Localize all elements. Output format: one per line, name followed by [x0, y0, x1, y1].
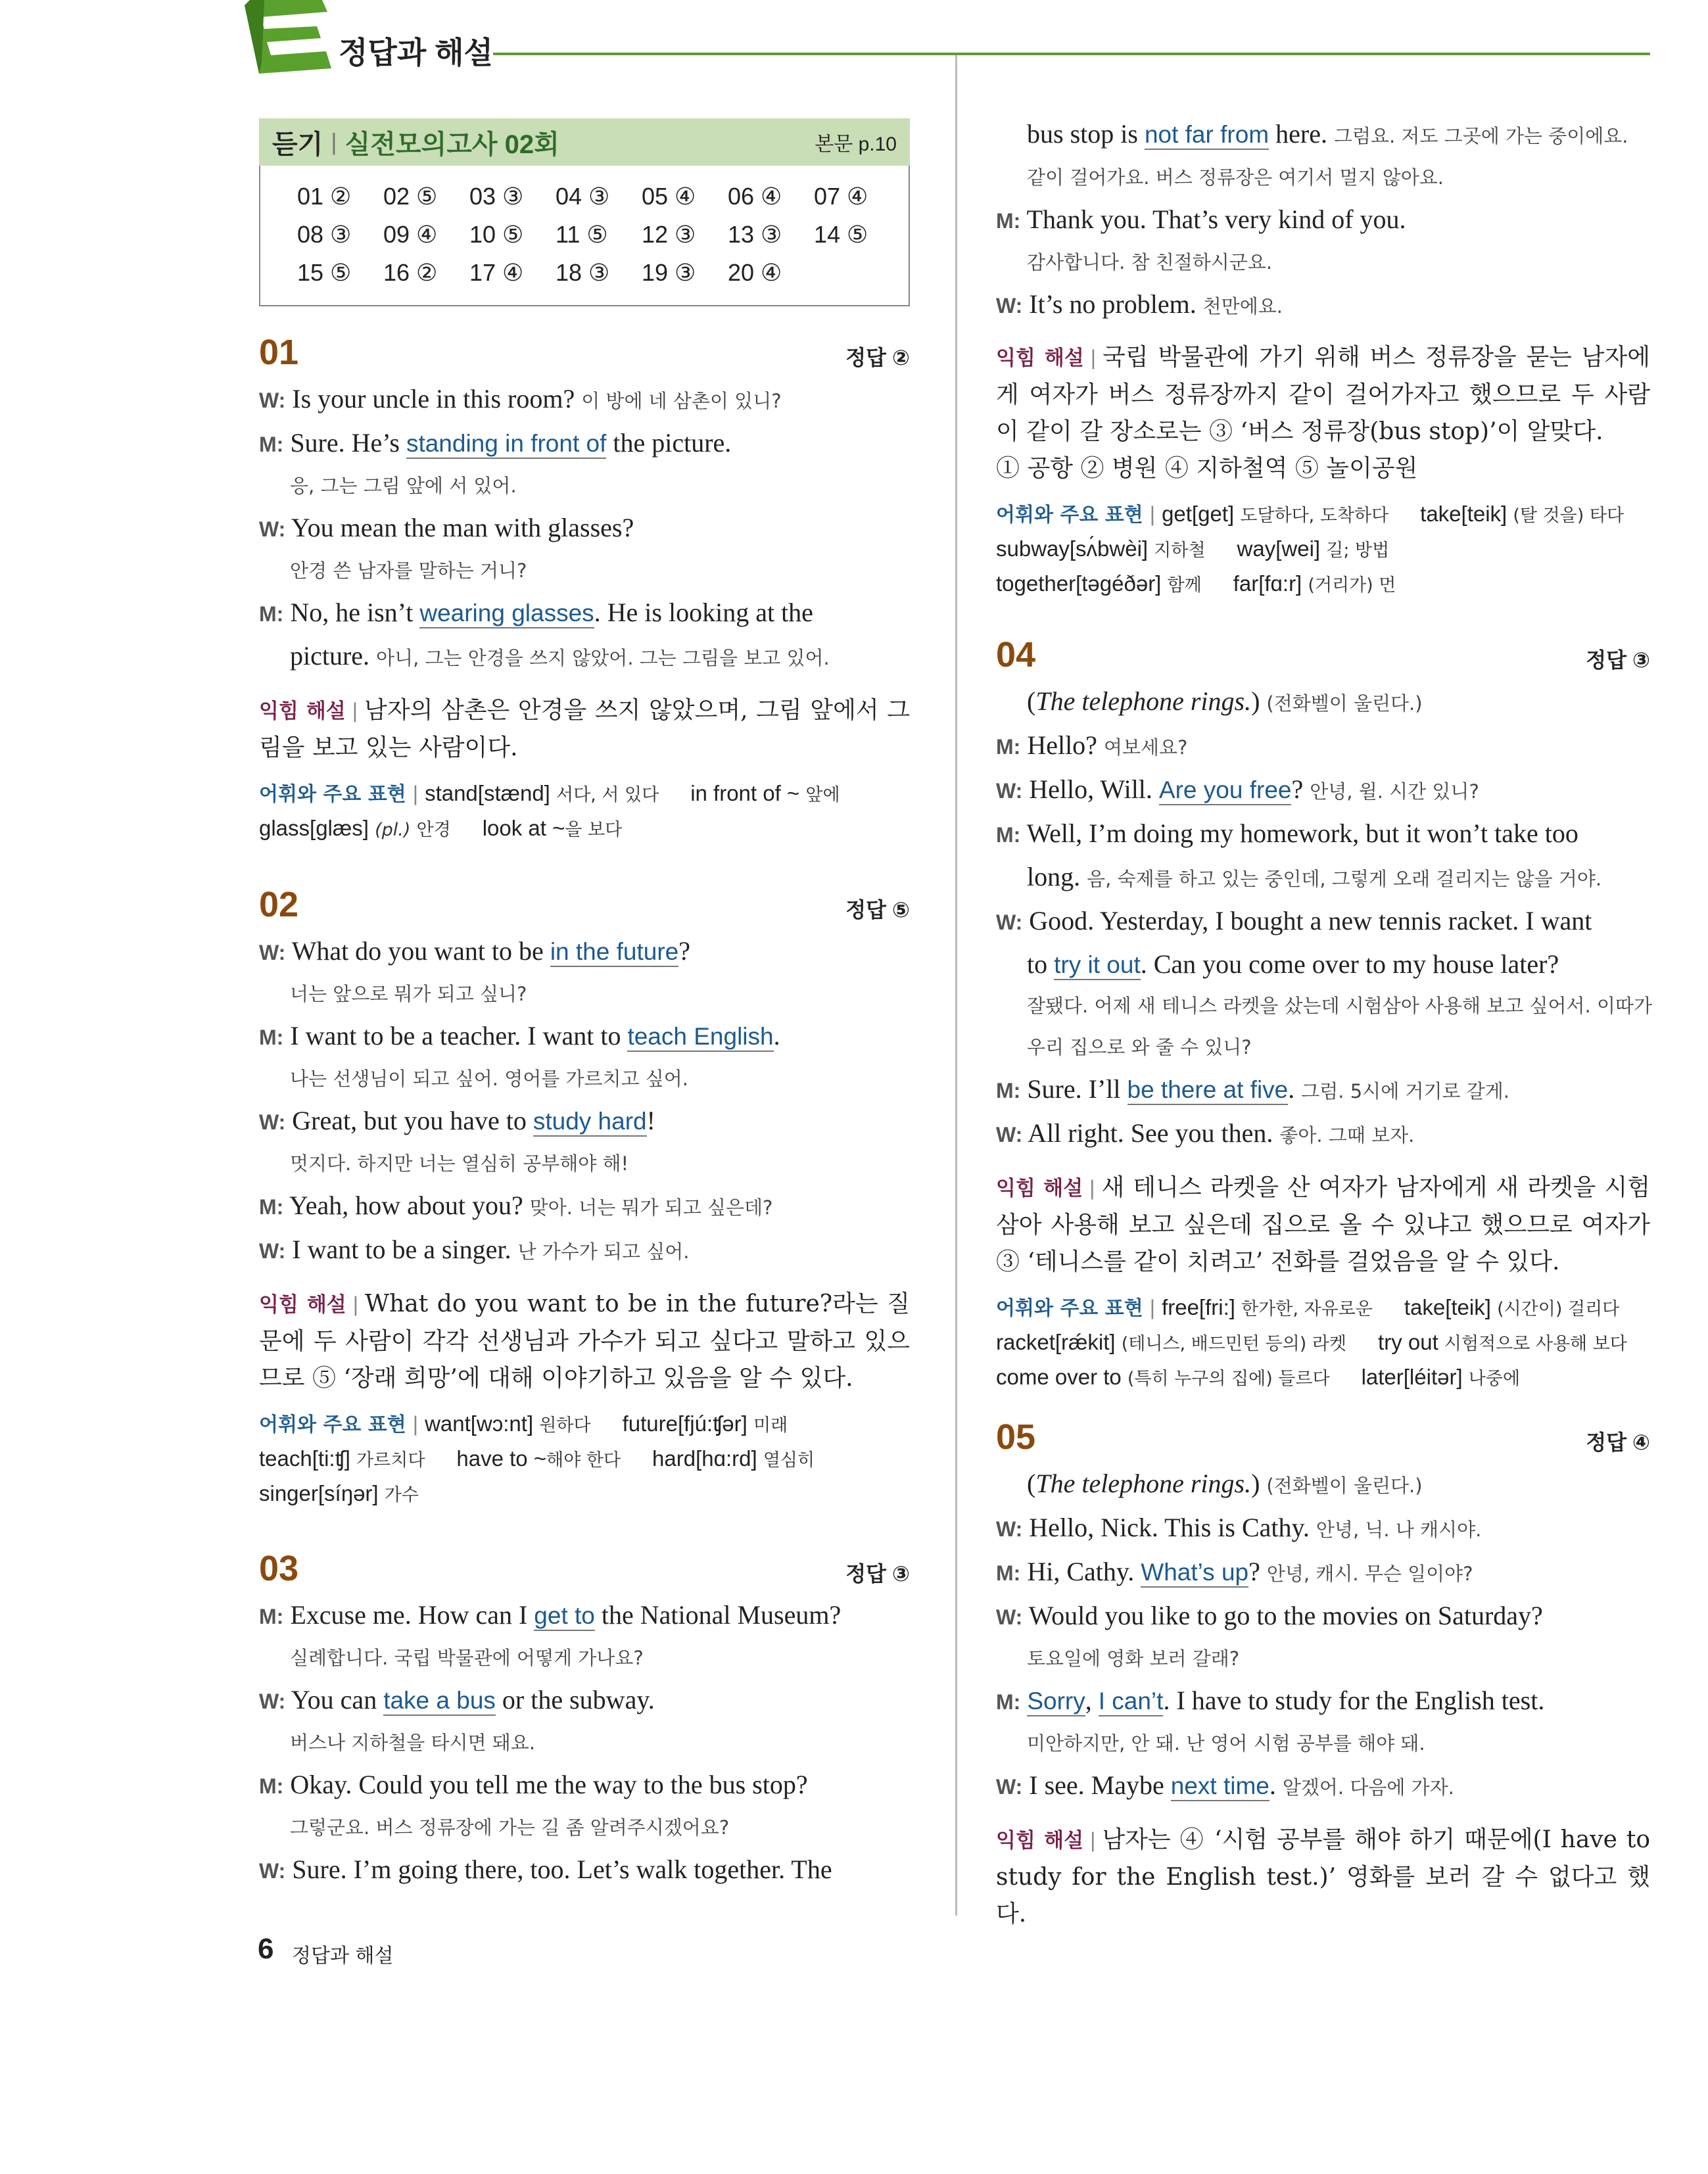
- dialogue-line: [259, 422, 910, 465]
- speaker-label: W:: [996, 910, 1023, 934]
- section-answer: 정답 ④: [1586, 1430, 1650, 1454]
- fill-in-blank: next time: [1171, 1772, 1269, 1801]
- fill-in-blank: Sorry: [1027, 1688, 1085, 1716]
- vocab-word: stand[stænd]: [425, 781, 550, 805]
- dialogue-line: [259, 930, 910, 974]
- answer-cell: 16 ②: [383, 259, 438, 286]
- dialogue-line: (The telephone rings.) (전화벨이 울린다.): [1027, 1469, 1423, 1498]
- dialogue-text: No, he isn’t: [290, 598, 414, 627]
- speaker-label: W:: [996, 294, 1023, 318]
- translation: (전화벨이 울린다.): [1266, 1475, 1423, 1497]
- translation: 알겠어. 다음에 가자.: [1282, 1776, 1454, 1799]
- dialogue-text: All right. See you then.: [1028, 1118, 1273, 1148]
- dialogue-line: [259, 507, 910, 550]
- fill-in-blank: take a bus: [383, 1687, 496, 1716]
- vocab-word: free[fri:]: [1162, 1295, 1235, 1319]
- label-bar: |: [1149, 502, 1156, 526]
- translation: 버스나 지하철을 타시면 돼요.: [290, 1732, 536, 1754]
- dialogue-text: Would you like to go to the movies on Saturday?: [1028, 1601, 1543, 1630]
- answer-cell: 10 ⑤: [469, 221, 524, 248]
- header-title: 정답과 해설: [339, 35, 493, 70]
- dialogue-line: [996, 1551, 1650, 1595]
- explanation-text: 국립 박물관에 가기 위해 버스 정류장을 묻는 남자에게 여자가 버스 정류장까지 같이 걸어가자고 했으므로 두 사람이 같이 갈 장소로는 ③ ‘버스 정류장(bus stop)’이 알맞다.: [996, 344, 1650, 445]
- answer-cell: 05 ④: [642, 183, 696, 210]
- dialogue-line: [996, 1507, 1650, 1551]
- dialogue-text: the picture.: [613, 428, 732, 458]
- section-01: [259, 332, 910, 847]
- answer-cell: 08 ③: [297, 221, 352, 248]
- header-rule: [493, 53, 1650, 55]
- fill-in-blank: get to: [534, 1602, 595, 1631]
- answer-key-label: 듣기: [272, 130, 323, 159]
- speaker-label: W:: [996, 779, 1023, 803]
- vocab-meaning: 원하다: [539, 1415, 591, 1436]
- vocab-meaning: 가수: [384, 1485, 419, 1505]
- answer-key-box: [259, 118, 910, 309]
- translation: 응, 그는 그림 앞에 서 있어.: [290, 475, 517, 497]
- dialogue-text: or the subway.: [502, 1685, 655, 1714]
- label-bar: |: [1090, 346, 1097, 369]
- dialogue-text: Hello?: [1027, 730, 1097, 760]
- translation: 안녕, 윌. 시간 있니?: [1310, 780, 1479, 803]
- explanation: [259, 692, 910, 767]
- speaker-label: M:: [996, 1690, 1021, 1714]
- translation: 안녕, 캐시. 무슨 일이야?: [1266, 1563, 1473, 1585]
- translation: 음, 숙제를 하고 있는 중인데, 그렇게 오래 걸리지는 않을 거야.: [1087, 868, 1602, 890]
- translation: 그렇군요. 버스 정류장에 가는 길 좀 알려주시겠어요?: [290, 1816, 730, 1839]
- answer-row: [297, 177, 909, 216]
- vocab-meaning: 도달하다, 도착하다: [1240, 506, 1389, 526]
- vocab-meaning: (시간이) 걸리다: [1497, 1299, 1620, 1319]
- answer-cell: 09 ④: [383, 221, 438, 248]
- speaker-label: M:: [996, 823, 1021, 847]
- section-number: 02: [259, 885, 299, 924]
- dialogue-text: Sure. He’s: [290, 428, 400, 458]
- vocab-word: get[get]: [1162, 502, 1235, 526]
- fill-in-blank: try it out: [1054, 951, 1141, 980]
- vocab-word: far[fɑ:r]: [1233, 571, 1302, 596]
- vocab-word: glass[glæs]: [259, 816, 369, 840]
- speaker-label: M:: [996, 735, 1021, 759]
- translation: 안경 쓴 남자를 말하는 거니?: [290, 559, 527, 582]
- fill-in-blank: I can’t: [1099, 1688, 1164, 1716]
- explanation-text: What do you want to be in the future?라는 질문에 두 사람이 각각 선생님과 가수가 되고 싶다고 말하고 있으므로 ⑤ ‘장래 희망’에 대해 이야기하고 있음을 알 수 있다.: [259, 1290, 911, 1392]
- translation: 그럼요. 저도 그곳에 가는 중이에요.: [1333, 125, 1628, 147]
- label-bar: |: [412, 1412, 419, 1436]
- vocab-word: take[teik]: [1420, 502, 1507, 526]
- translation: 이 방에 네 삼촌이 있니?: [581, 390, 782, 412]
- vocab-word: racket[rǽkit]: [996, 1330, 1116, 1354]
- section-answer: 정답 ②: [845, 346, 910, 369]
- speaker-label: W:: [996, 1517, 1023, 1541]
- translation: 안녕, 닉. 나 캐시야.: [1316, 1519, 1482, 1541]
- speaker-label: M:: [996, 1561, 1021, 1585]
- dialogue-line: [259, 1764, 910, 1807]
- fill-in-blank: standing in front of: [406, 430, 606, 459]
- dialogue-text: I want to be a singer.: [292, 1235, 511, 1264]
- dialogue-text: You mean the man with glasses?: [291, 513, 634, 542]
- dialogue-line: [996, 768, 1650, 813]
- speaker-label: W:: [259, 1859, 286, 1883]
- dialogue-line: [259, 1100, 910, 1143]
- dialogue-line: [259, 378, 910, 422]
- vocab-line: [996, 1326, 1650, 1361]
- speaker-label: W:: [259, 941, 286, 964]
- answer-key-grid: [259, 166, 910, 306]
- dialogue-text: Sure. I’m going there, too. Let’s walk together. The: [292, 1855, 832, 1884]
- vocab-word: future[fjú:ʧər]: [622, 1411, 747, 1436]
- speaker-label: W:: [259, 1690, 286, 1713]
- translation: 난 가수가 되고 싶어.: [517, 1241, 690, 1263]
- vocab-line: [996, 498, 1650, 532]
- section-answer: 정답 ③: [845, 1562, 910, 1586]
- fill-in-blank: wearing glasses: [419, 600, 594, 628]
- speaker-label: M:: [259, 602, 284, 626]
- dialogue-line: (The telephone rings.) (전화벨이 울린다.): [1027, 686, 1423, 716]
- answer-cell: 18 ③: [556, 259, 610, 286]
- translation: 같이 걸어가요. 버스 정류장은 여기서 멀지 않아요.: [1027, 166, 1444, 189]
- section-number: 05: [996, 1417, 1036, 1457]
- dialogue-text: .: [1269, 1770, 1276, 1800]
- dialogue-line: [996, 1112, 1650, 1156]
- column-divider: [955, 55, 957, 1916]
- translation: 아니, 그는 안경을 쓰지 않았어. 그는 그림을 보고 있어.: [376, 647, 830, 669]
- dialogue-text: Great, but you have to: [292, 1106, 527, 1135]
- speaker-label: W:: [259, 1110, 286, 1134]
- vocab-label: 어휘와 주요 표현: [996, 1297, 1143, 1320]
- vocab-meaning: 지하철: [1154, 540, 1206, 561]
- explanation: [996, 1822, 1650, 1933]
- section-04: [996, 634, 1653, 1396]
- dialogue-text: Excuse me. How can I: [290, 1600, 528, 1630]
- dialogue-line: [996, 1068, 1650, 1112]
- answer-cell: 03 ③: [469, 183, 524, 210]
- dialogue-text: picture.: [290, 641, 370, 671]
- vocab-meaning: (테니스, 배드민턴 등의) 라켓: [1121, 1334, 1347, 1354]
- vocab-note: (pl.): [375, 820, 411, 840]
- dialogue-line: [259, 1185, 910, 1229]
- dialogue-line: [996, 113, 1650, 157]
- dialogue-line: [996, 724, 1650, 768]
- stage-direction: The telephone rings.: [1035, 686, 1252, 716]
- vocab-meaning: 앞에: [805, 785, 840, 805]
- explanation: [996, 1170, 1650, 1281]
- explanation-label: 익힘 해설: [996, 346, 1084, 370]
- dialogue-text: Hello, Nick. This is Cathy.: [1029, 1513, 1310, 1542]
- vocab-word: try out: [1378, 1330, 1438, 1354]
- answer-cell: 06 ④: [728, 183, 782, 210]
- explanation: [259, 1286, 910, 1397]
- explanation-label: 익힘 해설: [996, 1177, 1083, 1200]
- vocab-word: teach[ti:ʧ]: [259, 1446, 350, 1471]
- dialogue-text: Good. Yesterday, I bought a new tennis racket. I want: [1029, 906, 1592, 935]
- dialogue-text: Okay. Could you tell me the way to the bus stop?: [290, 1770, 808, 1799]
- vocab-word: have to ~: [456, 1446, 547, 1471]
- vocab-word: in front of ~: [690, 781, 800, 805]
- dialogue-text: Yeah, how about you?: [289, 1191, 523, 1220]
- vocab-meaning: 함께: [1167, 575, 1202, 596]
- dialogue-text: ?: [1248, 1557, 1260, 1586]
- speaker-label: W:: [259, 389, 286, 412]
- vocab-label: 어휘와 주요 표현: [259, 1413, 406, 1436]
- vocab-word: come over to: [996, 1365, 1122, 1389]
- section-05: [996, 1417, 1650, 1933]
- dialogue-text: I want to be a teacher. I want to: [290, 1021, 621, 1051]
- vocab-meaning: (특히 누구의 집에) 들르다: [1127, 1369, 1330, 1389]
- dialogue-line: [996, 1595, 1650, 1638]
- answer-key-separator: |: [331, 128, 337, 155]
- answer-cell: 01 ②: [297, 183, 352, 210]
- answer-key-header: [259, 118, 910, 166]
- vocab-meaning: 한가한, 자유로운: [1241, 1299, 1373, 1319]
- speaker-label: M:: [996, 1079, 1021, 1102]
- section-answer: 정답 ⑤: [845, 898, 910, 922]
- dialogue-text: here.: [1275, 119, 1327, 149]
- dialogue-line: [259, 635, 910, 679]
- dialogue-text: ,: [1085, 1686, 1092, 1715]
- dialogue-line: [996, 1680, 1650, 1723]
- vocab-line: [259, 812, 910, 847]
- answer-cell: 07 ④: [814, 183, 868, 210]
- explanation-text: 남자는 ④ ‘시험 공부를 해야 하기 때문에(I have to study for the English test.)’ 영화를 보러 갈 수 없다고 했다.: [996, 1826, 1651, 1927]
- vocab-word: look at ~: [482, 816, 565, 840]
- section-03: [259, 1548, 910, 1892]
- speaker-label: M:: [259, 1774, 284, 1798]
- vocab-word: later[léitər]: [1361, 1365, 1463, 1389]
- stage-direction: The telephone rings.: [1035, 1469, 1252, 1498]
- dialogue-text: the National Museum?: [601, 1600, 842, 1630]
- dialogue-text: . I have to study for the English test.: [1163, 1686, 1545, 1715]
- vocab-meaning: 해야 한다: [546, 1450, 621, 1471]
- translation: 우리 집으로 와 줄 수 있니?: [1027, 1036, 1252, 1058]
- speaker-label: M:: [259, 1026, 284, 1049]
- dialogue-line: [259, 1594, 910, 1638]
- dialogue-line: [259, 1849, 910, 1892]
- dialogue-text: You can: [291, 1685, 377, 1714]
- translation: 미안하지만, 안 돼. 난 영어 시험 공부를 해야 돼.: [1027, 1732, 1425, 1755]
- vocab-label: 어휘와 주요 표현: [996, 504, 1143, 527]
- vocab-meaning: 미래: [753, 1415, 788, 1436]
- vocab-word: want[wɔ:nt]: [425, 1411, 534, 1436]
- label-bar: |: [1089, 1176, 1095, 1200]
- dialogue-line: [996, 856, 1650, 900]
- dialogue-text: Thank you. That’s very kind of you.: [1026, 204, 1406, 234]
- fill-in-blank: study hard: [533, 1108, 647, 1137]
- explanation-label: 익힘 해설: [996, 1829, 1084, 1853]
- fill-in-blank: be there at five: [1127, 1076, 1289, 1105]
- vocab-meaning: 열심히: [763, 1450, 815, 1471]
- dialogue-text: .: [1288, 1074, 1295, 1104]
- speaker-label: W:: [996, 1123, 1023, 1146]
- label-bar: |: [352, 1292, 359, 1316]
- dialogue-text: Hello, Will.: [1029, 774, 1152, 804]
- speaker-label: M:: [259, 1195, 284, 1219]
- dialogue-line: [259, 592, 910, 635]
- dialogue-text: Sure. I’ll: [1027, 1074, 1121, 1104]
- translation: 천만에요.: [1202, 295, 1283, 318]
- fill-in-blank: Are you free: [1159, 776, 1292, 805]
- dialogue-text: I see. Maybe: [1029, 1770, 1164, 1800]
- section-number: 03: [259, 1549, 299, 1588]
- dialogue-text: ?: [1291, 774, 1304, 804]
- section-number: 01: [259, 333, 299, 372]
- explanation-options: ① 공항 ② 병원 ④ 지하철역 ⑤ 놀이공원: [996, 455, 1418, 482]
- speaker-label: W:: [259, 517, 286, 541]
- vocab-line: [996, 567, 1650, 602]
- speaker-label: W:: [996, 1605, 1023, 1629]
- label-bar: |: [352, 699, 358, 722]
- vocab-line: [259, 1477, 910, 1512]
- vocab-line: [996, 1361, 1650, 1396]
- translation: 너는 앞으로 뭐가 되고 싶니?: [290, 983, 527, 1005]
- vocab-meaning: (탈 것을) 타다: [1513, 506, 1625, 526]
- dialogue-text: What do you want to be: [291, 936, 544, 966]
- translation: 감사합니다. 참 친절하시군요.: [1027, 251, 1273, 273]
- label-bar: |: [1090, 1828, 1096, 1852]
- translation: 그럼. 5시에 거기로 갈게.: [1301, 1080, 1509, 1102]
- translation: 토요일에 영화 보러 갈래?: [1027, 1647, 1240, 1670]
- dialogue-text: Hi, Cathy.: [1027, 1557, 1135, 1586]
- vocab-word: together[təgéðər]: [996, 571, 1162, 596]
- vocab-meaning: 가르치다: [356, 1450, 425, 1471]
- answer-row: [297, 216, 909, 254]
- translation: 실례합니다. 국립 박물관에 어떻게 가나요?: [290, 1647, 644, 1669]
- fill-in-blank: What’s up: [1141, 1559, 1248, 1588]
- fill-in-blank: in the future: [550, 938, 678, 967]
- dialogue-text: It’s no problem.: [1029, 289, 1197, 319]
- dialogue-text: to: [1027, 949, 1048, 979]
- speaker-label: M:: [259, 1605, 284, 1628]
- answer-cell: 17 ④: [469, 259, 524, 286]
- section-answer: 정답 ③: [1586, 648, 1650, 672]
- dialogue-text: ?: [678, 936, 690, 966]
- answer-cell: 15 ⑤: [297, 259, 352, 286]
- answer-cell: 20 ④: [728, 259, 782, 286]
- answer-cell: 13 ③: [728, 221, 782, 248]
- vocab-word: subway[sʌ́bwèi]: [996, 536, 1149, 561]
- dialogue-text: .: [773, 1021, 780, 1051]
- dialogue-line: [259, 1679, 910, 1722]
- fill-in-blank: not far from: [1145, 121, 1269, 150]
- vocab-line: [259, 1442, 910, 1477]
- explanation-label: 익힘 해설: [259, 1293, 346, 1317]
- page-number: 6: [258, 1933, 274, 1965]
- speaker-label: M:: [259, 433, 284, 456]
- section-03-continued: [996, 113, 1650, 602]
- answer-cell: 04 ③: [556, 183, 610, 210]
- answer-key-title: 실전모의고사 02회: [344, 130, 559, 159]
- dialogue-text: . Can you come over to my house later?: [1140, 949, 1559, 979]
- translation: 멋지다. 하지만 너는 열심히 공부해야 해!: [290, 1152, 629, 1175]
- answer-key-page-ref: 본문 p.10: [815, 133, 897, 155]
- dialogue-line: [996, 283, 1650, 327]
- vocab-line: [996, 532, 1650, 567]
- translation: (전화벨이 울린다.): [1266, 692, 1423, 715]
- translation: 좋아. 그때 보자.: [1279, 1124, 1415, 1146]
- header-logo-icon: [245, 0, 337, 74]
- vocab-meaning: 길; 방법: [1326, 540, 1390, 561]
- answer-cell: 11 ⑤: [556, 221, 608, 248]
- label-bar: |: [412, 782, 419, 805]
- footer-title: 정답과 해설: [292, 1945, 394, 1968]
- dialogue-line: [996, 943, 1650, 985]
- vocab-line: [996, 1291, 1650, 1326]
- vocab-word: singer[síŋər]: [259, 1481, 379, 1505]
- dialogue-line: [259, 1229, 910, 1273]
- vocab-meaning: 을 보다: [565, 820, 623, 840]
- dialogue-line: [996, 1764, 1650, 1808]
- vocab-word: hard[hɑ:rd]: [652, 1446, 757, 1471]
- speaker-label: W:: [996, 1775, 1023, 1799]
- speaker-label: W:: [259, 1239, 286, 1263]
- answer-cell: 02 ⑤: [383, 183, 438, 210]
- vocab-word: take[teik]: [1404, 1295, 1491, 1319]
- vocab-meaning: (거리가) 먼: [1308, 575, 1396, 596]
- vocab-meaning: 서다, 서 있다: [556, 785, 659, 805]
- vocab-line: [259, 777, 910, 812]
- label-bar: |: [1149, 1296, 1156, 1319]
- answer-row: [297, 254, 909, 292]
- dialogue-line: [996, 813, 1650, 856]
- vocab-label: 어휘와 주요 표현: [259, 783, 406, 806]
- translation: 여보세요?: [1103, 736, 1188, 759]
- vocab-word: way[wei]: [1237, 536, 1321, 561]
- answer-cell: 14 ⑤: [814, 221, 868, 248]
- explanation-text: 새 테니스 라켓을 산 여자가 남자에게 새 라켓을 시험삼아 사용해 보고 싶은데 집으로 올 수 있냐고 했으므로 여자가 ③ ‘테니스를 같이 치려고’ 전화를 걸었음을 알 수 있다.: [996, 1174, 1651, 1275]
- dialogue-line: [996, 900, 1650, 943]
- explanation: [996, 339, 1650, 450]
- vocab-meaning: 안경: [416, 820, 451, 840]
- answer-cell: 19 ③: [642, 259, 696, 286]
- dialogue-text: Well, I’m doing my homework, but it won’t take too: [1026, 818, 1578, 848]
- fill-in-blank: teach English: [627, 1023, 773, 1052]
- dialogue-text: Is your uncle in this room?: [292, 384, 575, 414]
- section-number: 04: [996, 635, 1036, 674]
- translation: 나는 선생님이 되고 싶어. 영어를 가르치고 싶어.: [290, 1068, 689, 1090]
- translation: 잘됐다. 어제 새 테니스 라켓을 샀는데 시험삼아 사용해 보고 싶어서. 이따가: [1027, 995, 1653, 1017]
- explanation-label: 익힘 해설: [259, 699, 346, 723]
- dialogue-line: [996, 199, 1650, 242]
- section-02: [259, 884, 910, 1512]
- dialogue-text: long.: [1027, 862, 1081, 891]
- explanation-text: 남자의 삼촌은 안경을 쓰지 않았으며, 그림 앞에서 그림을 보고 있는 사람이다.: [259, 697, 910, 761]
- speaker-label: M:: [996, 209, 1021, 233]
- answer-cell: 12 ③: [642, 221, 696, 248]
- vocab-meaning: 나중에: [1468, 1369, 1521, 1389]
- dialogue-text: . He is looking at the: [594, 598, 813, 627]
- dialogue-text: !: [646, 1106, 655, 1135]
- vocab-line: [259, 1407, 910, 1442]
- vocab-meaning: 시험적으로 사용해 보다: [1444, 1334, 1627, 1354]
- translation: 맞아. 너는 뭐가 되고 싶은데?: [529, 1196, 773, 1219]
- dialogue-text: bus stop is: [1027, 119, 1138, 149]
- dialogue-line: [259, 1015, 910, 1058]
